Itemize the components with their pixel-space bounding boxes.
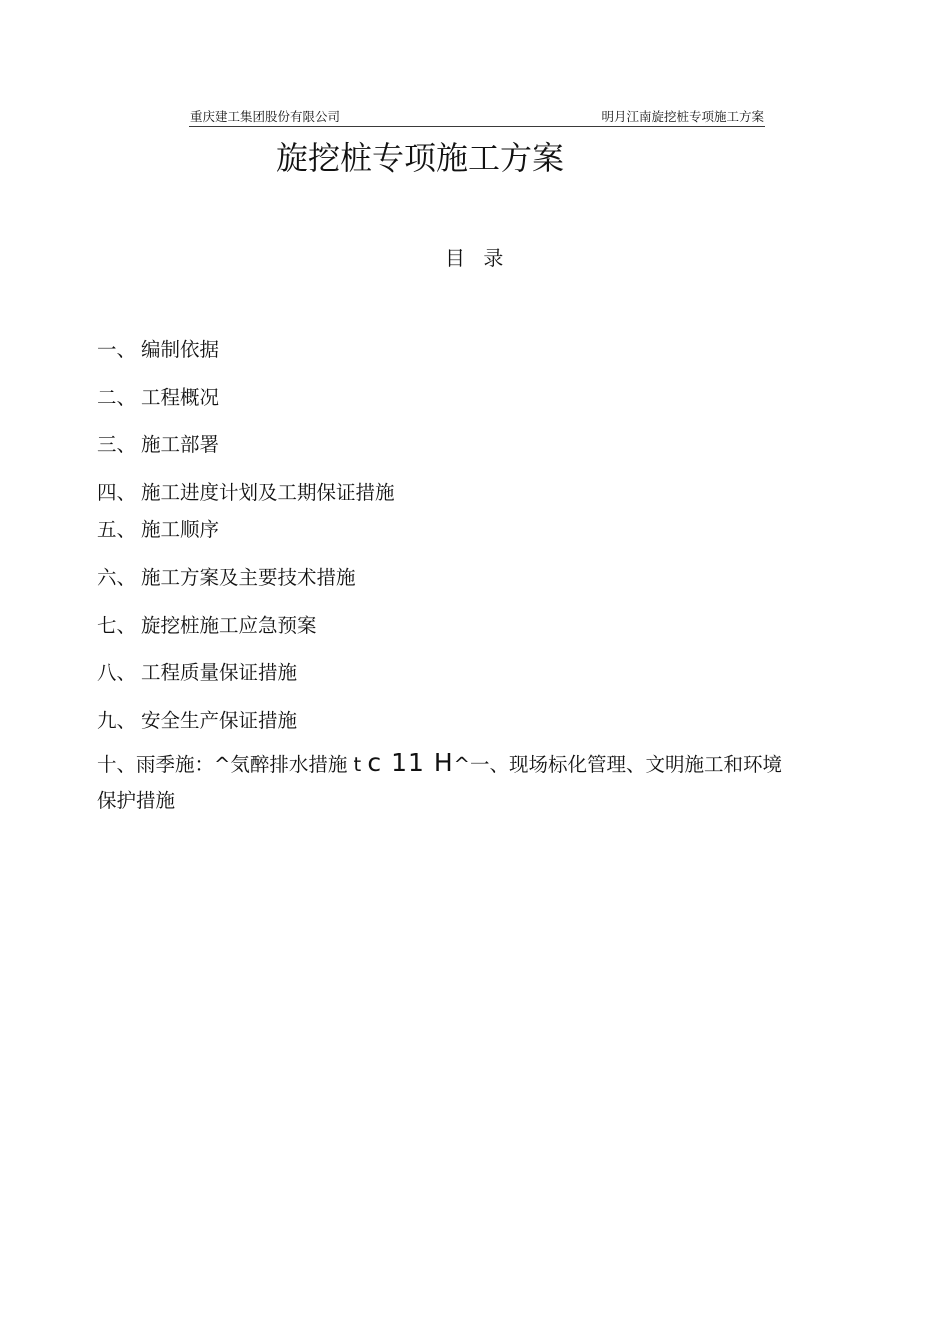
header-document-name: 明月江南旋挖桩专项施工方案	[601, 109, 764, 124]
toc-item-number: 二、	[97, 386, 137, 409]
page-header	[189, 108, 765, 127]
toc-item-garbled-text: c 11 H	[367, 748, 454, 777]
toc-item	[97, 480, 395, 506]
toc-item-number: 九、	[97, 709, 137, 732]
toc-item-number: 一、	[97, 338, 137, 361]
toc-item-text: 施工方案及主要技术措施	[141, 566, 356, 589]
toc-item	[97, 613, 317, 639]
toc-item-text: 施工顺序	[141, 518, 220, 541]
toc-item-number: 五、	[97, 518, 137, 541]
toc-heading: 目 录	[445, 246, 510, 270]
toc-item-number: 十、	[97, 753, 137, 776]
toc-item	[97, 517, 219, 543]
toc-item-text: 安全生产保证措施	[141, 709, 298, 732]
toc-item	[97, 565, 356, 591]
toc-item-text: 编制依据	[141, 338, 220, 361]
toc-item-text: 工程质量保证措施	[141, 661, 298, 684]
toc-item	[97, 432, 219, 458]
header-company: 重庆建工集团股份有限公司	[190, 109, 341, 124]
toc-item-number: 四、	[97, 481, 137, 504]
toc-item	[97, 385, 219, 411]
toc-item	[97, 337, 219, 363]
toc-item-text: 施工部署	[141, 433, 220, 456]
toc-item-text: 旋挖桩施工应急预案	[141, 614, 317, 637]
toc-item-number: 六、	[97, 566, 137, 589]
toc-item-number: 八、	[97, 661, 137, 684]
toc-item-text-continued: ^一、现场标化管理、文明施工和环境	[453, 753, 782, 776]
toc-item-last-wrap: 保护措施	[97, 789, 176, 812]
toc-item-last	[97, 750, 782, 778]
toc-item	[97, 708, 297, 734]
toc-item-number: 三、	[97, 433, 137, 456]
document-title: 旋挖桩专项施工方案	[276, 139, 565, 177]
toc-item-text: 工程概况	[141, 386, 220, 409]
toc-item-text: 雨季施：^気醉排水措施 t	[136, 753, 368, 776]
toc-item-text: 施工进度计划及工期保证措施	[141, 481, 395, 504]
toc-item-number: 七、	[97, 614, 137, 637]
toc-item	[97, 660, 297, 686]
